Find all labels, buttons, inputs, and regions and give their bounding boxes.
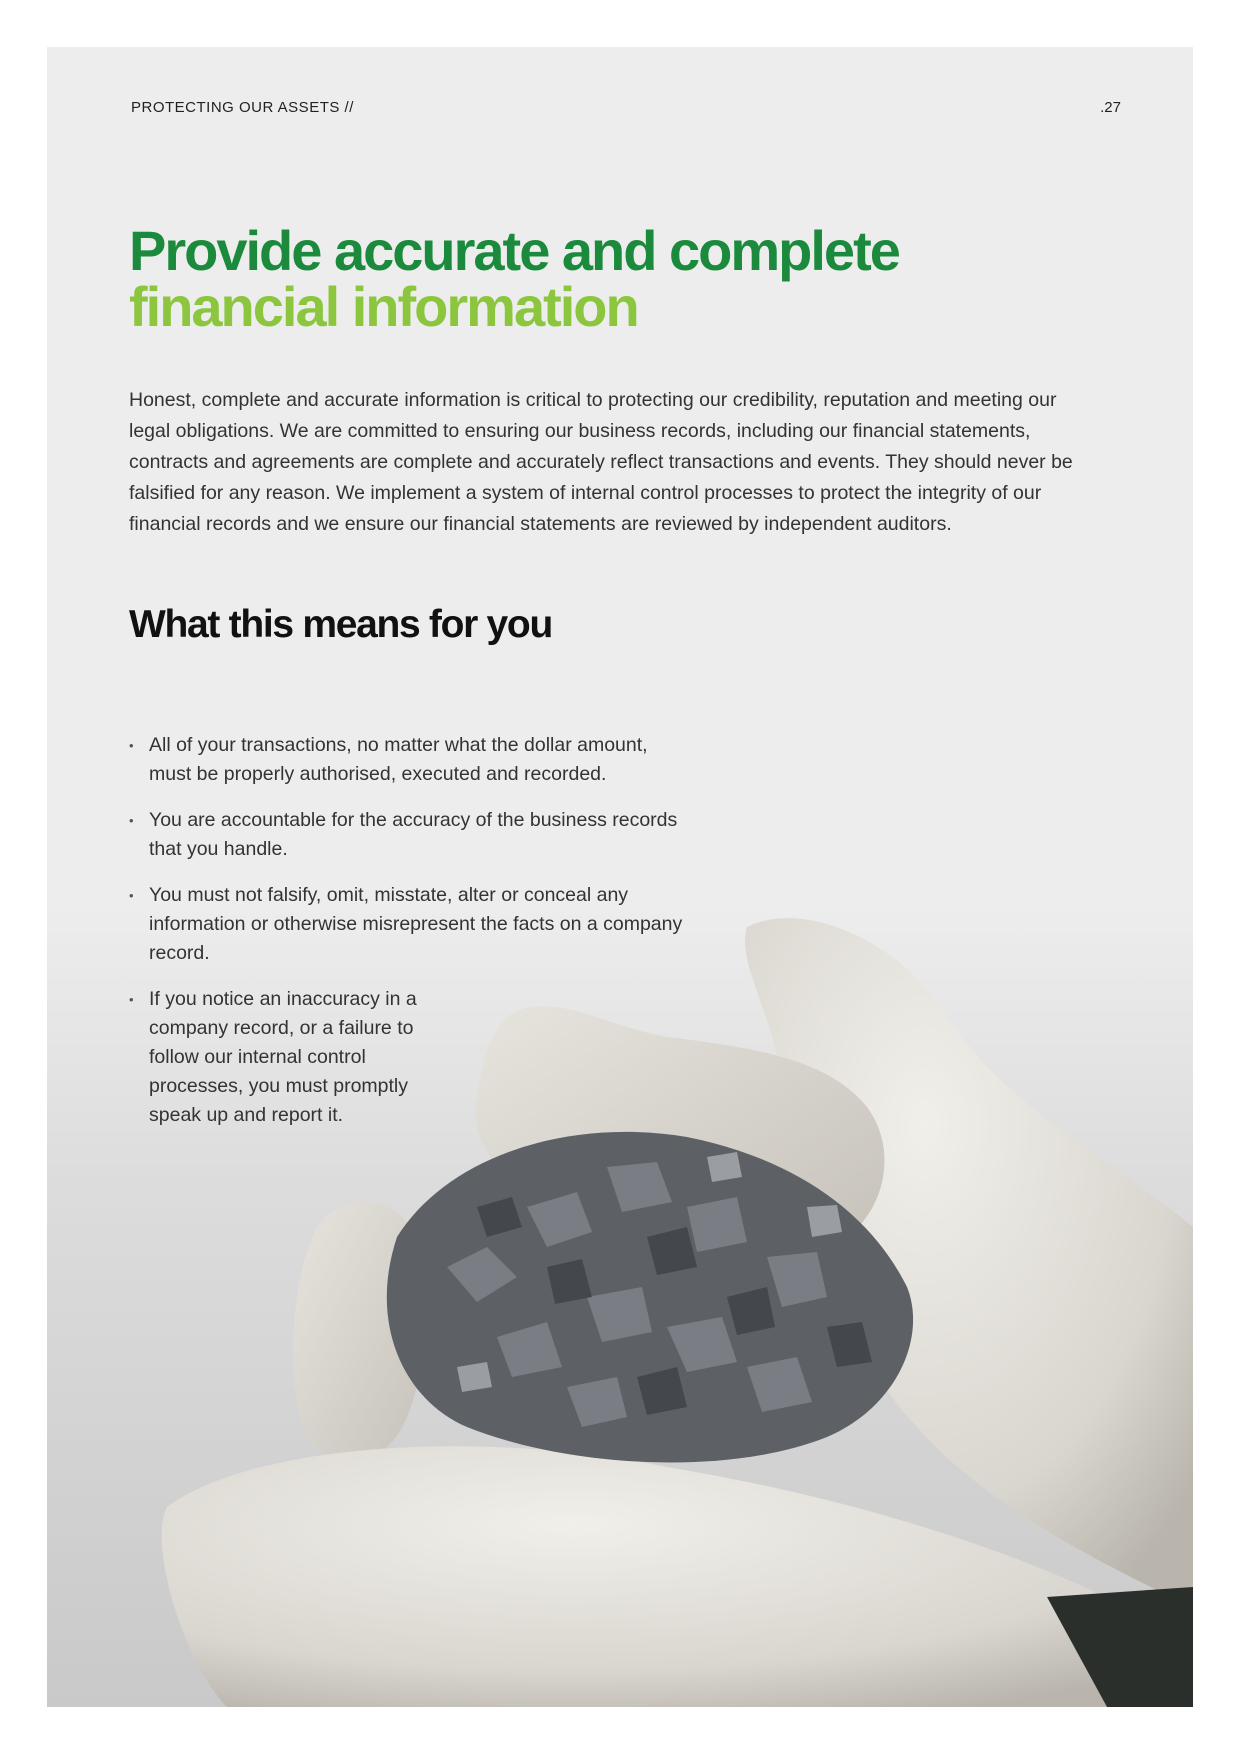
page-number: .27 [1100, 99, 1121, 116]
bullet-list [129, 731, 689, 1147]
page-title-line-1: Provide accurate and complete [129, 219, 899, 282]
section-heading: What this means for you [129, 603, 552, 646]
list-item: • You are accountable for the accuracy of the business records that you handle. [129, 806, 689, 864]
page-title [129, 219, 899, 338]
list-item: • If you notice an inaccuracy in a company record, or a failure to follow our internal control processes, you must promptly speak up and report it. [129, 985, 439, 1130]
document-page [47, 47, 1193, 1707]
list-item: • All of your transactions, no matter what the dollar amount, must be properly authorised, executed and recorded. [129, 731, 689, 789]
list-item: • You must not falsify, omit, misstate, alter or conceal any information or otherwise misrepresent the facts on a company record. [129, 881, 689, 968]
intro-paragraph: Honest, complete and accurate information is critical to protecting our credibility, reputation and meeting our legal obligations. We are committed to ensuring our business records, including our financial statements, contracts and agreements are complete and accurately reflect transactions and events. They should never be falsified for any reason. We implement a system of internal control processes to protect the integrity of our financial records and we ensure our financial statements are reviewed by independent auditors. [129, 389, 1073, 535]
page-title-line-2: financial information [129, 275, 638, 338]
running-head: PROTECTING OUR ASSETS // [131, 99, 354, 116]
